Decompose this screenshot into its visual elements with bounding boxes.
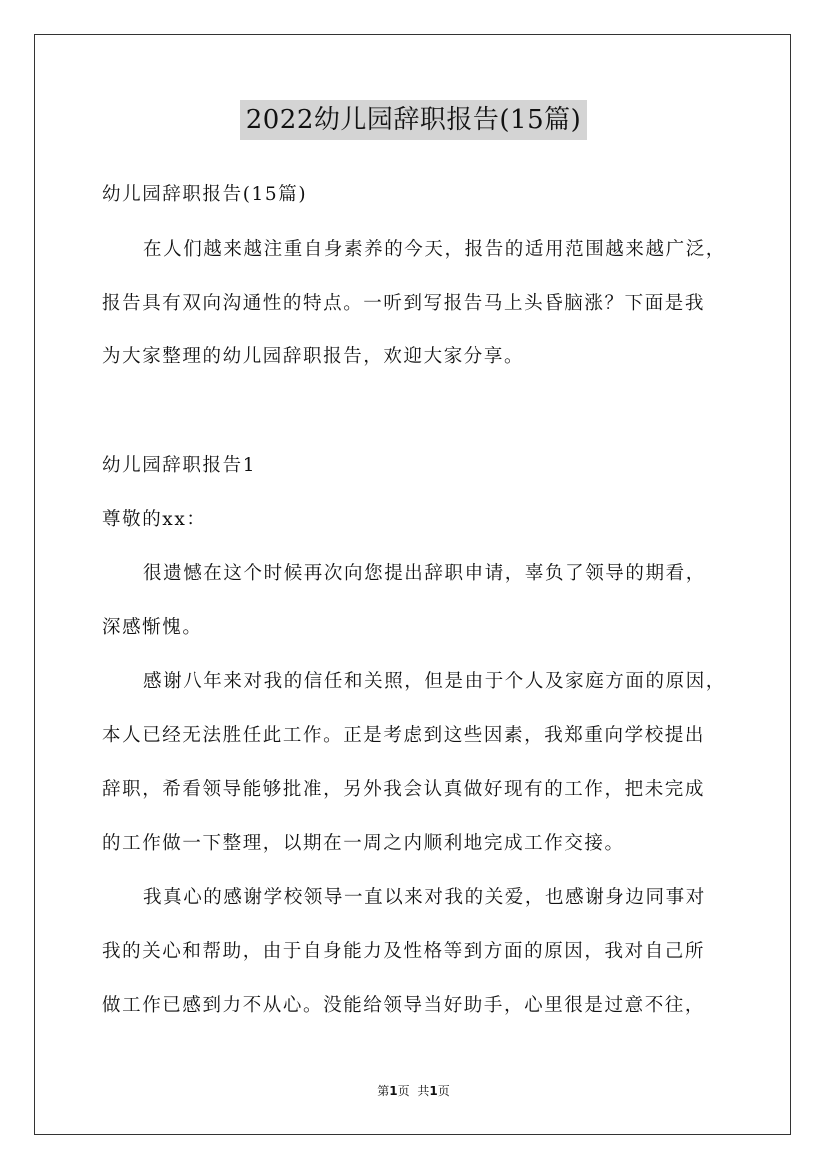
paragraph-line: 很遗憾在这个时候再次向您提出辞职申请，辜负了领导的期看，: [143, 563, 706, 584]
salutation: 尊敬的xx：: [102, 509, 207, 530]
title-container: [0, 100, 827, 140]
page-footer: [0, 1083, 827, 1099]
paragraph-line: 做工作已感到力不从心。没能给领导当好助手，心里很是过意不往，: [102, 995, 706, 1016]
paragraph-line: 深感惭愧。: [102, 617, 203, 638]
footer-page-prefix: 第: [377, 1084, 390, 1098]
paragraph-line: 在人们越来越注重自身素养的今天，报告的适用范围越来越广泛，: [143, 239, 726, 260]
paragraph-line: 本人已经无法胜任此工作。正是考虑到这些因素，我郑重向学校提出: [102, 725, 706, 746]
paragraph-line: 我的关心和帮助，由于自身能力及性格等到方面的原因，我对自己所: [102, 941, 706, 962]
paragraph-line: 我真心的感谢学校领导一直以来对我的关爱，也感谢身边同事对: [143, 887, 706, 908]
paragraph-line: 的工作做一下整理，以期在一周之内顺利地完成工作交接。: [102, 833, 625, 854]
paragraph-line: 辞职，希看领导能够批准，另外我会认真做好现有的工作，把未完成: [102, 779, 706, 800]
footer-total-number: 1: [429, 1084, 438, 1098]
paragraph-line: 为大家整理的幼儿园辞职报告，欢迎大家分享。: [102, 346, 525, 367]
document-title: 2022幼儿园辞职报告(15篇): [240, 100, 588, 140]
section-heading: 幼儿园辞职报告1: [102, 455, 257, 476]
footer-total-suffix: 页: [437, 1084, 450, 1098]
paragraph-line: 感谢八年来对我的信任和关照，但是由于个人及家庭方面的原因，: [143, 671, 726, 692]
footer-total-prefix: 共: [417, 1084, 430, 1098]
paragraph-line: 报告具有双向沟通性的特点。一听到写报告马上头昏脑涨？下面是我: [102, 293, 706, 314]
footer-page-number: 1: [389, 1084, 398, 1098]
subtitle-line: 幼儿园辞职报告(15篇): [102, 184, 308, 205]
footer-page-suffix: 页: [397, 1084, 410, 1098]
